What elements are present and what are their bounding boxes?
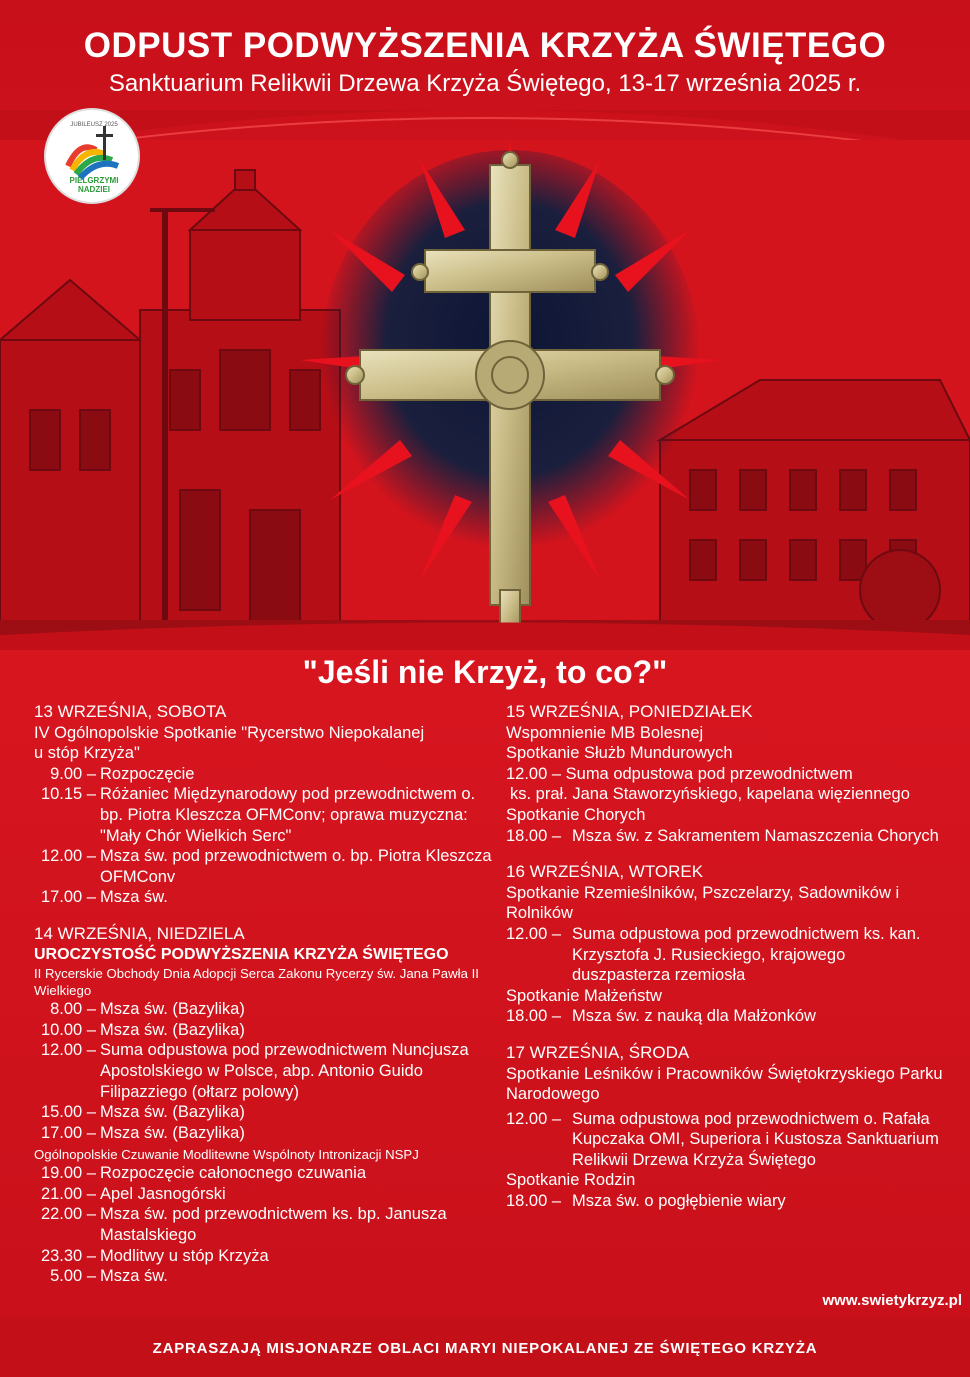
- event-desc: Msza św. (Bazylika): [100, 1000, 245, 1019]
- event-time: 10.15 –: [40, 785, 96, 804]
- list-item: [34, 1123, 492, 1144]
- logo-bottom-text: PIELGRZYMI NADZIEI: [69, 176, 119, 194]
- event-desc: Msza św.: [100, 888, 168, 907]
- list-item: [34, 1266, 492, 1287]
- event-desc: Rozpoczęcie: [100, 764, 195, 783]
- event-desc: Msza św. pod przewodnictwem ks. bp. Janusza Mastalskiego: [100, 1205, 447, 1245]
- day-14-title: 14 WRZEŚNIA, NIEDZIELA: [34, 923, 245, 943]
- list-item: [34, 1204, 492, 1245]
- event-time: 18.00 –: [506, 826, 562, 845]
- list-item: [34, 1246, 492, 1267]
- event-desc: Suma odpustowa pod przewodnictwem ks. kan. Krzysztofa J. Rusieckiego, krajowego duszpasterza rzemiosła: [572, 924, 921, 985]
- event-time: 5.00 –: [50, 1267, 96, 1286]
- header: [0, 0, 970, 110]
- event-desc: Apel Jasnogórski: [100, 1184, 226, 1203]
- day-15-line-2: Spotkanie Służb Mundurowych: [506, 744, 733, 763]
- event-time: 12.00 –: [40, 847, 96, 866]
- page-subtitle: Sanktuarium Relikwii Drzewa Krzyża Świętego, 13-17 września 2025 r.: [108, 70, 862, 97]
- day-16-meeting-1: Spotkanie Rzemieślników, Pszczelarzy, Sadowników i Rolników: [506, 883, 900, 923]
- monastery-drawing: [660, 380, 970, 630]
- event-time: 9.00 –: [50, 764, 96, 783]
- list-item: [34, 1163, 492, 1184]
- day-13-intro-line-1: IV Ogólnopolskie Spotkanie "Rycerstwo Niepokalanej: [34, 723, 425, 742]
- event-time: 10.00 –: [40, 1020, 96, 1039]
- event-desc: Msza św. (Bazylika): [100, 1123, 245, 1142]
- day-15-title: 15 WRZEŚNIA, PONIEDZIAŁEK: [506, 702, 753, 721]
- event-time: 18.00 –: [506, 1192, 562, 1211]
- event-time: 12.00 –: [506, 924, 562, 943]
- day-15-event-1b: ks. prał. Jana Staworzyńskiego, kapelana więziennego: [510, 785, 910, 804]
- list-item: [34, 846, 492, 887]
- list-item: [34, 1040, 492, 1102]
- event-time: 22.00 –: [40, 1205, 96, 1224]
- event-desc: Msza św. o pogłębienie wiary: [572, 1192, 786, 1211]
- event-time: 15.00 –: [40, 1103, 96, 1122]
- event-desc: Suma odpustowa pod przewodnictwem o. Rafała Kupczaka OMI, Superiora i Kustosza Sanktuarium Relikwii Drzewa Krzyża Świętego: [572, 1109, 939, 1169]
- event-time: 19.00 –: [40, 1164, 96, 1183]
- day-15-meeting-2: Spotkanie Chorych: [506, 805, 646, 824]
- list-item: [34, 1102, 492, 1123]
- page-title: ODPUST PODWYŻSZENIA KRZYŻA ŚWIĘTEGO: [83, 26, 887, 65]
- event-time: 17.00 –: [40, 888, 96, 907]
- day-17-title: 17 WRZEŚNIA, ŚRODA: [506, 1042, 690, 1062]
- jubilee-logo: [44, 108, 140, 204]
- day-14-note-2: Ogólnopolskie Czuwanie Modlitewne Wspólnoty Intronizacji NSPJ: [34, 1147, 419, 1163]
- list-item: [506, 1191, 946, 1212]
- list-item: [506, 826, 946, 847]
- cross-illustration: [0, 110, 970, 650]
- motto: "Jeśli nie Krzyż, to co?": [302, 654, 668, 690]
- day-15-event-1a: 12.00 – Suma odpustowa pod przewodnictwem: [506, 764, 853, 783]
- day-13-title: 13 WRZEŚNIA, SOBOTA: [34, 702, 227, 721]
- event-desc: Suma odpustowa pod przewodnictwem Nuncjusza Apostolskiego w Polsce, abp. Antonio Guido Filipazziego (ołtarz polowy): [100, 1041, 469, 1101]
- footer-invitation: ZAPRASZAJĄ MISJONARZE OBLACI MARYI NIEPOKALANEJ ZE ŚWIĘTEGO KRZYŻA: [152, 1340, 818, 1357]
- event-desc: Msza św. (Bazylika): [100, 1103, 245, 1122]
- event-time: 21.00 –: [40, 1184, 96, 1203]
- event-desc: Msza św. pod przewodnictwem o. bp. Piotra Kleszcza OFMConv: [100, 847, 492, 886]
- event-time: 17.00 –: [40, 1123, 96, 1142]
- event-time: 8.00 –: [50, 1000, 96, 1019]
- event-desc: Rozpoczęcie całonocnego czuwania: [100, 1164, 366, 1183]
- day-13-intro-line-2: u stóp Krzyża": [34, 744, 140, 763]
- event-desc: Msza św.: [100, 1267, 168, 1286]
- event-desc: Msza św. (Bazylika): [100, 1020, 245, 1039]
- list-item: [34, 1184, 492, 1205]
- event-desc: Msza św. z nauką dla Małżonków: [572, 1007, 816, 1026]
- schedule-right-column: [506, 702, 946, 1212]
- list-item: [34, 999, 492, 1020]
- day-14-heading: UROCZYSTOŚĆ PODWYŻSZENIA KRZYŻA ŚWIĘTEGO: [34, 945, 449, 963]
- day-16-meeting-2: Spotkanie Małżeństw: [506, 986, 662, 1005]
- day-14-note: II Rycerskie Obchody Dnia Adopcji Serca Zakonu Rycerzy św. Jana Pawła II Wielkiego: [34, 966, 479, 999]
- event-time: 23.30 –: [40, 1246, 96, 1265]
- event-time: 12.00 –: [506, 1109, 562, 1128]
- day-16-title: 16 WRZEŚNIA, WTOREK: [506, 862, 704, 882]
- event-desc: Modlitwy u stóp Krzyża: [100, 1246, 269, 1265]
- logo-top-text: JUBILEUSZ 2025: [70, 122, 118, 128]
- day-15-line-1: Wspomnienie MB Bolesnej: [506, 723, 704, 742]
- event-desc: Msza św. z Sakramentem Namaszczenia Chorych: [572, 826, 939, 845]
- website-link[interactable]: www.swietykrzyz.pl: [822, 1292, 962, 1309]
- event-time: 18.00 –: [506, 1007, 562, 1026]
- event-time: 12.00 –: [40, 1041, 96, 1060]
- day-17-meeting-1: Spotkanie Leśników i Pracowników Świętokrzyskiego Parku Narodowego: [506, 1064, 943, 1104]
- list-item: [34, 784, 492, 846]
- list-item: [34, 1020, 492, 1041]
- list-item: [506, 1109, 946, 1171]
- schedule-left-column: [34, 702, 492, 1287]
- list-item: [506, 924, 946, 986]
- list-item: [34, 887, 492, 908]
- day-17-meeting-2: Spotkanie Rodzin: [506, 1171, 636, 1190]
- list-item: [506, 1006, 946, 1027]
- list-item: [34, 764, 492, 785]
- event-desc: Różaniec Międzynarodowy pod przewodnictwem o. bp. Piotra Kleszcza OFMConv; oprawa muzyczna: "Mały Chór Wielkich Serc": [100, 785, 476, 845]
